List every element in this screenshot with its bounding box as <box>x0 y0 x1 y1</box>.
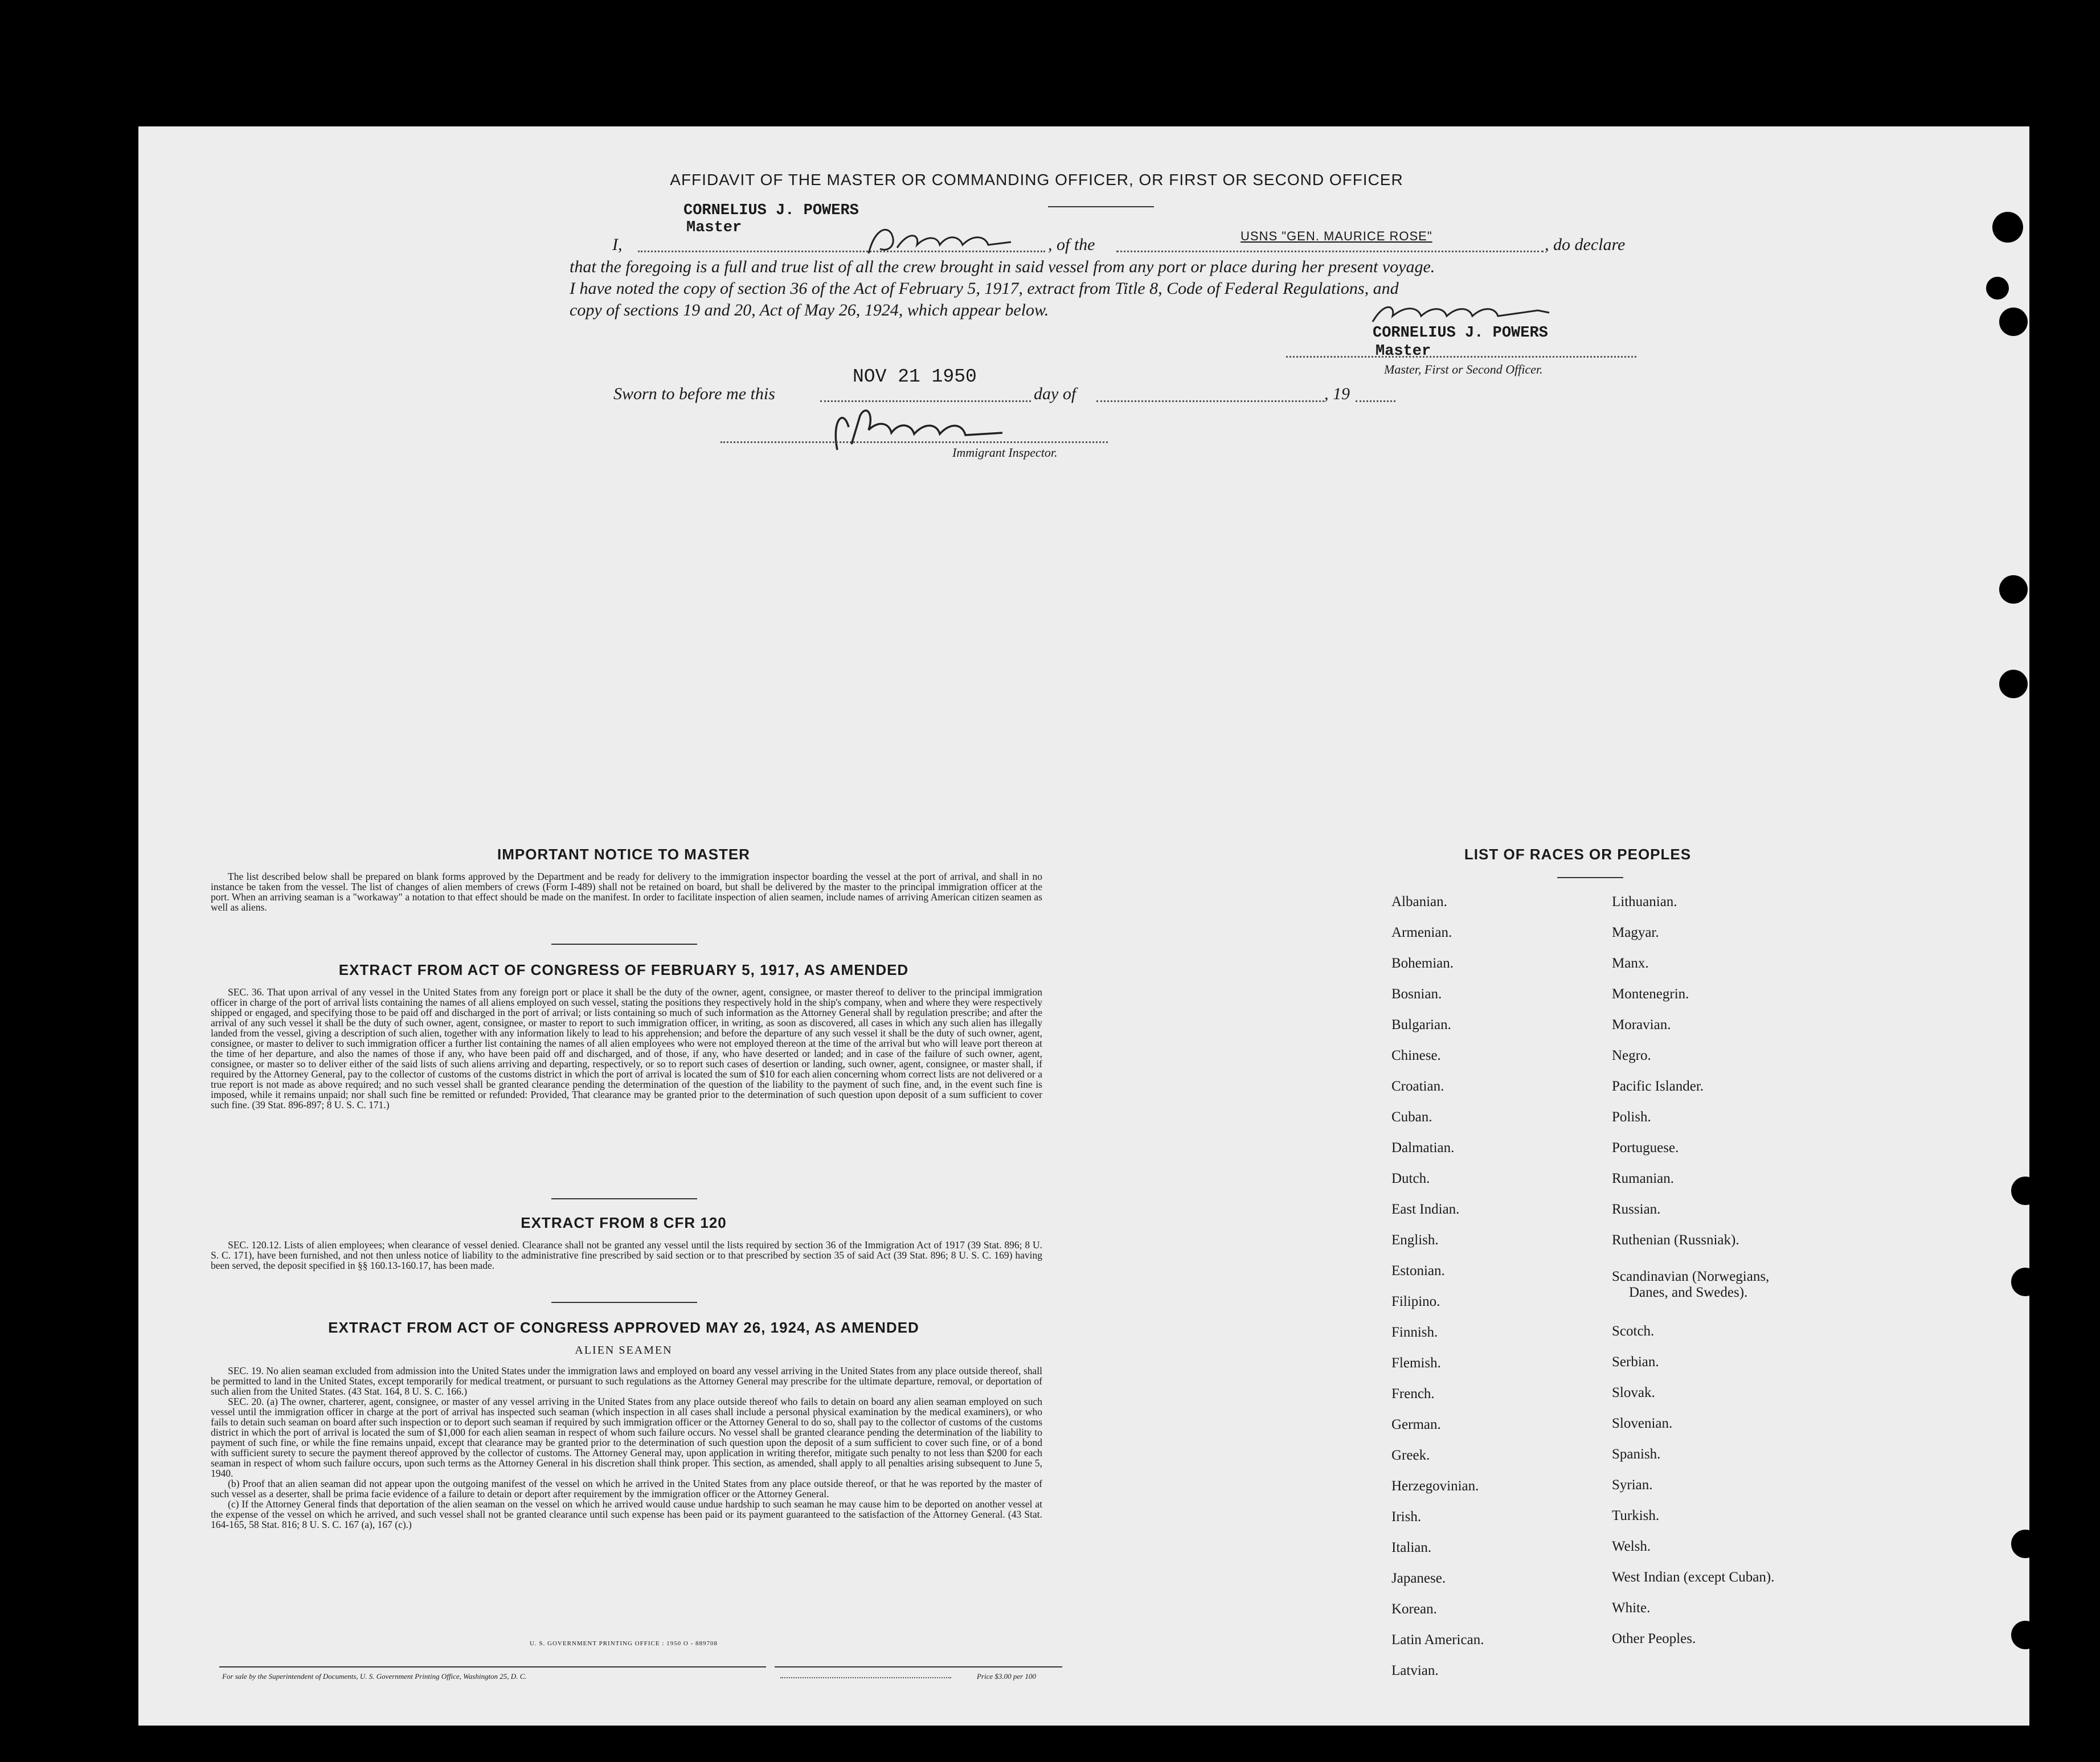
punch-hole <box>2011 1530 2040 1558</box>
race-item: Syrian. <box>1612 1477 1653 1493</box>
race-item: Moravian. <box>1612 1017 1671 1032</box>
race-item: Bohemian. <box>1391 956 1454 971</box>
race-item: Lithuanian. <box>1612 894 1677 909</box>
sec-20b-text: (b) Proof that an alien seaman did not appear upon the outgoing manifest of the vessel on which he arrived in the United States from any place outside thereof, or that he was reported by the master of such vessel as a deserter, shall be prima facie evidence of a failure to detain or deport after requirement by the immigration officer or the Attorney General. <box>211 1478 1042 1499</box>
gpo-imprint: U. S. GOVERNMENT PRINTING OFFICE : 1950 O - 889708 <box>529 1640 718 1647</box>
month-blank <box>1096 400 1324 402</box>
do-declare-label: , do declare <box>1545 235 1626 254</box>
race-item: Greek. <box>1391 1448 1430 1463</box>
year-blank <box>1356 400 1395 402</box>
sworn-date-stamp: NOV 21 1950 <box>853 366 977 387</box>
section-divider <box>551 1198 697 1199</box>
signature-blank <box>1286 356 1636 358</box>
inspector-blank <box>721 441 1108 443</box>
year-label: , 19 <box>1324 384 1350 403</box>
day-of-label: day of <box>1034 384 1076 403</box>
race-item: Russian. <box>1612 1202 1661 1217</box>
race-item: Italian. <box>1391 1540 1432 1555</box>
race-item: Dalmatian. <box>1391 1140 1455 1155</box>
punch-hole <box>1992 212 2023 243</box>
race-item: West Indian (except Cuban). <box>1612 1570 1775 1585</box>
race-item: Portuguese. <box>1612 1140 1679 1155</box>
signature-rank-stamp: Master <box>1376 343 1431 360</box>
master-rank-stamp: Master <box>686 219 742 236</box>
vessel-name: USNS "GEN. MAURICE ROSE" <box>1241 229 1432 243</box>
race-item: Manx. <box>1612 956 1649 971</box>
footer-rule <box>775 1666 1062 1667</box>
notice-text: The list described below shall be prepared on blank forms approved by the Department and be ready for delivery to the immigration inspector boarding the vessel at the port of arrival, and shall in no instance be taken from the vessel. The list of changes of alien members of crews (Form I-489) shall not be retained on board, but shall be delivered by the master to the principal immigration officer at the port. When an arriving seaman is a "workaway" a notation to that effect should be made on the manifest. In order to facilitate inspection of alien seamen, include names of arriving American citizen seamen as well as aliens. <box>211 871 1042 913</box>
notice-title: IMPORTANT NOTICE TO MASTER <box>497 846 750 863</box>
race-item: Herzegovinian. <box>1391 1478 1479 1494</box>
race-item: Albanian. <box>1391 894 1447 909</box>
race-item: Serbian. <box>1612 1354 1659 1370</box>
punch-hole <box>1999 308 2028 336</box>
affidavit-i-label: I, <box>612 235 623 254</box>
sworn-label: Sworn to before me this <box>613 384 775 403</box>
race-item: Chinese. <box>1391 1048 1441 1063</box>
race-item: Armenian. <box>1391 925 1452 940</box>
signature-caption: Master, First or Second Officer. <box>1384 362 1543 376</box>
race-item: Finnish. <box>1391 1325 1438 1340</box>
race-item: Turkish. <box>1612 1508 1660 1523</box>
race-item: Filipino. <box>1391 1294 1440 1309</box>
extract-1924-subtitle: ALIEN SEAMEN <box>575 1344 673 1357</box>
race-item: Japanese. <box>1391 1571 1446 1586</box>
race-item: Estonian. <box>1391 1263 1445 1279</box>
race-item: Flemish. <box>1391 1355 1441 1371</box>
footer-rule <box>219 1666 766 1667</box>
race-item: Ruthenian (Russniak). <box>1612 1232 1739 1248</box>
affidavit-body-line3: copy of sections 19 and 20, Act of May 26, 1924, which appear below. <box>570 301 1049 319</box>
races-title-divider <box>1557 877 1623 878</box>
extract-1924-title: EXTRACT FROM ACT OF CONGRESS APPROVED MAY 26, 1924, AS AMENDED <box>328 1319 919 1336</box>
race-item: Cuban. <box>1391 1109 1432 1125</box>
race-item: Pacific Islander. <box>1612 1079 1704 1094</box>
affidavit-body-line1: that the foregoing is a full and true list of all the crew brought in said vessel from any port or place during her present voyage. <box>570 257 1435 276</box>
section-divider <box>551 1302 697 1303</box>
cfr-title: EXTRACT FROM 8 CFR 120 <box>521 1214 727 1231</box>
inspector-caption: Immigrant Inspector. <box>952 445 1058 460</box>
race-item: Korean. <box>1391 1601 1437 1617</box>
vessel-blank <box>1116 251 1544 252</box>
race-item: East Indian. <box>1391 1202 1460 1217</box>
sec-20c-text: (c) If the Attorney General finds that deportation of the alien seaman on the vessel on which he arrived would cause undue hardship to such seaman he may cause him to be deported on another vessel at the expense of the vessel on which he arrived, and such vessel shall not be granted clearance until such expense has been paid or its payment guaranteed to the satisfaction of the Attorney General. (43 Stat. 164-165, 58 Stat. 816; 8 U. S. C. 167 (a), 167 (c).) <box>211 1498 1042 1530</box>
race-item: Dutch. <box>1391 1171 1430 1186</box>
punch-hole <box>1999 575 2028 604</box>
extract-1917-title: EXTRACT FROM ACT OF CONGRESS OF FEBRUARY 5, 1917, AS AMENDED <box>338 961 909 978</box>
affidavit-body-line2: I have noted the copy of section 36 of the Act of February 5, 1917, extract from Title 8, Code of Federal Regulations, and <box>570 279 1399 298</box>
sec-20a-text: SEC. 20. (a) The owner, charterer, agent, consignee, or master of any vessel arriving in the United States from any place outside thereof who fails to detain on board any alien seaman employed on such vessel until the immigration officer in charge at the port of arrival has inspected such seaman (which inspection in all cases shall include a personal physical examination by the medical examiners), or who fails to detain such seaman on board after such inspection or to deport such seaman if required by such immigration officer or the Attorney General to do so, shall pay to the collector of customs of the customs district in which the port of arrival is located the sum of $1,000 for each alien seaman in respect of whom such failure occurs. No vessel shall be granted clearance pending the determination of the liability to payment of such fine, or while the fine remains unpaid, except that clearance may be granted prior to the determination of such question upon the deposit of a sum sufficient to cover such fine, or of a bond with sufficient surety to secure the payment thereof approved by the collector of customs. The Attorney General may, upon application in writing therefor, mitigate such penalty to not less than $200 for each seaman in respect of whom such failure occurs, upon such terms as the Attorney General in his discretion shall think proper. This section, as amended, shall apply to all penalties arising subsequent to June 5, 1940. <box>211 1396 1042 1479</box>
race-item: Bulgarian. <box>1391 1017 1451 1032</box>
of-the-label: , of the <box>1048 235 1095 254</box>
race-item: White. <box>1612 1600 1651 1616</box>
race-item: Croatian. <box>1391 1079 1444 1094</box>
race-item: Irish. <box>1391 1509 1422 1525</box>
race-item: English. <box>1391 1232 1439 1248</box>
punch-hole <box>1986 277 2009 300</box>
race-item: Latvian. <box>1391 1663 1439 1678</box>
affidavit-title: AFFIDAVIT OF THE MASTER OR COMMANDING OFFICER, OR FIRST OR SECOND OFFICER <box>670 171 1403 189</box>
price-notice: Price $3.00 per 100 <box>977 1672 1036 1681</box>
races-title: LIST OF RACES OR PEOPLES <box>1464 846 1692 863</box>
race-item: Bosnian. <box>1391 986 1442 1002</box>
cfr-text: SEC. 120.12. Lists of alien employees; when clearance of vessel denied. Clearance shall not be granted any vessel until the lists required by section 36 of the Immigration Act of 1917 (39 Stat. 896; 8 U. S. C. 171), have been furnished, and not then unless notice of liability to the administrative fine prescribed by said section or to that prescribed by section 35 of said Act (39 Stat. 896; 8 U. S. C. 169) having been served, the deposit specified in §§ 160.13-160.17, has been made. <box>211 1239 1042 1271</box>
race-item: Negro. <box>1612 1048 1651 1063</box>
title-divider <box>1048 206 1154 207</box>
race-item: Polish. <box>1612 1109 1651 1125</box>
race-item: French. <box>1391 1386 1435 1402</box>
race-item: Slovenian. <box>1612 1416 1673 1431</box>
race-item: Spanish. <box>1612 1447 1661 1462</box>
extract-1924-body <box>211 1366 1042 1530</box>
punch-hole <box>1999 670 2028 698</box>
race-item: Other Peoples. <box>1612 1631 1696 1646</box>
punch-hole <box>2011 1177 2040 1205</box>
race-item: Magyar. <box>1612 925 1659 940</box>
footer-leader-dots <box>780 1677 951 1678</box>
race-item: Danes, and Swedes). <box>1629 1285 1748 1300</box>
sale-notice: For sale by the Superintendent of Documents, U. S. Government Printing Office, Washington 25, D. C. <box>222 1672 527 1681</box>
master-name-stamp: CORNELIUS J. POWERS <box>683 202 859 219</box>
race-item: Slovak. <box>1612 1385 1655 1400</box>
section-divider <box>551 944 697 945</box>
signature-name-stamp: CORNELIUS J. POWERS <box>1373 325 1548 342</box>
race-item: Scandinavian (Norwegians, <box>1612 1269 1770 1284</box>
sec-19-text: SEC. 19. No alien seaman excluded from admission into the United States under the immigration laws and employed on board any vessel arriving in the United States from any place outside thereof, shall be permitted to land in the United States, except temporarily for medical treatment, or pursuant to such regulations as the Attorney General may prescribe for the ultimate departure, removal, or deportation of such alien from the United States. (43 Stat. 164, 8 U. S. C. 166.) <box>211 1365 1042 1397</box>
race-item: Welsh. <box>1612 1539 1651 1554</box>
race-item: Latin American. <box>1391 1632 1484 1648</box>
punch-hole <box>2011 1621 2040 1649</box>
race-item: German. <box>1391 1417 1441 1432</box>
race-item: Montenegrin. <box>1612 986 1689 1002</box>
race-item: Scotch. <box>1612 1323 1655 1339</box>
punch-hole <box>2011 1268 2040 1296</box>
extract-1917-text: SEC. 36. That upon arrival of any vessel in the United States from any foreign port or place it shall be the duty of the owner, agent, consignee, or master thereof to deliver to the principal immigration officer in charge of the port of arrival lists containing the names of all aliens employed on such vessel, stating the positions they respectively hold in the ship's company, when and where they were respectively shipped or engaged, and specifying those to be paid off and discharged in the port of arrival; or lists containing so much of such information as the Attorney General shall by regulation prescribe; and after the arrival of any such vessel it shall be the duty of such owner, agent, consignee, or master to report to such immigration officer, in writing, as soon as discovered, all cases in which any such alien has illegally landed from the vessel, giving a description of such alien, together with any information likely to lead to his apprehension; and before the departure of any such vessel it shall be the duty of such owner, agent, consignee, or master to deliver to such immigration officer a further list containing the names of all alien employees who were not employed thereon at the time of the arrival but who will leave port thereon at the time of her departure, and also the names of those if any, who have been paid off and discharged, and of those, if any, who have deserted or landed; and in case of the failure of such owner, agent, consignee, or master so to deliver either of the said lists of such aliens arriving and departing, respectively, or so to report such cases of desertion or landing, such owner, agent, consignee, or master shall, if required by the Attorney General, pay to the collector of customs of the customs district in which the port of arrival is located the sum of $10 for each alien concerning whom correct lists are not delivered or a true report is not made as above required; and no such vessel shall be granted clearance pending the determination of the question of the liability to the payment of such fine, and, in the event such fine is imposed, while it remains unpaid; nor shall such fine be remitted or refunded: Provided, That clearance may be granted prior to the determination of such question upon deposit of a sum sufficient to cover such fine. (39 Stat. 896-897; 8 U. S. C. 171.) <box>211 986 1042 1111</box>
master-signature <box>863 219 1057 259</box>
race-item: Rumanian. <box>1612 1171 1675 1186</box>
